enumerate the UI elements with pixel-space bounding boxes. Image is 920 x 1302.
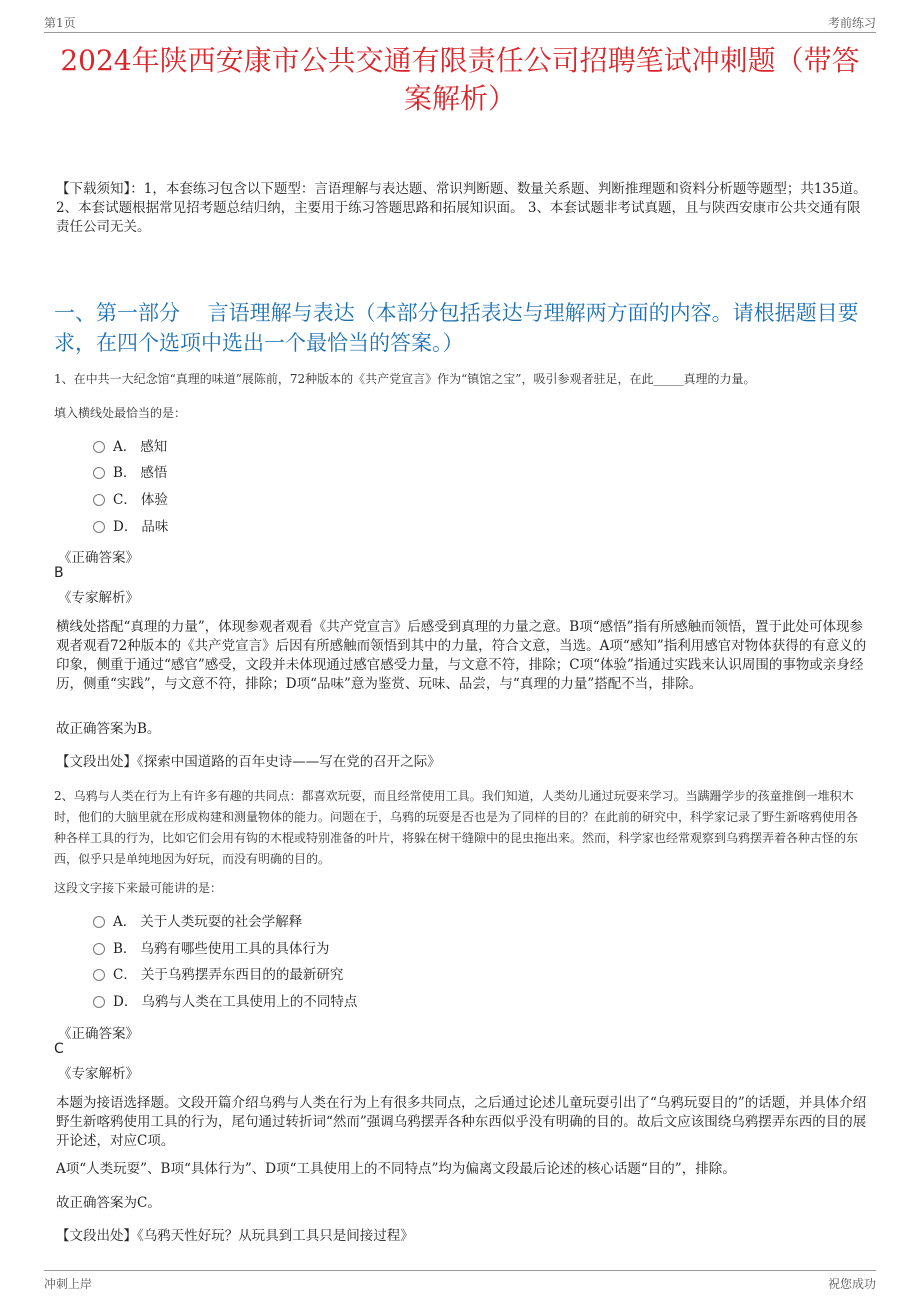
radio-icon[interactable] xyxy=(93,969,105,981)
q2-conclusion: 故正确答案为C。 xyxy=(56,1195,161,1211)
q2-option-c[interactable]: C． 关于乌鸦摆弄东西目的的最新研究 xyxy=(93,965,343,985)
page-footer xyxy=(44,1270,876,1293)
header-label: 考前练习 xyxy=(827,16,876,30)
q1-option-a[interactable]: A． 感知 xyxy=(93,437,167,457)
document-title: 2024年陕西安康市公共交通有限责任公司招聘笔试冲刺题（带答案解析） xyxy=(60,44,860,115)
q2-answer-label: 《正确答案》 xyxy=(58,1026,139,1042)
q1-analysis: 横线处搭配“真理的力量”，体现参观者观看《共产党宣言》后感受到真理的力量之意。B项“感悟”指有所感触而领悟，置于此处可体现参观者观看72种版本的《共产党宣言》后因有所感触而领悟到其中的力量，符合文意，当选。A项“感知”指利用感官对物体获得的有意义的印象，侧重于通过“感官”感受，文段并未体现通过感官感受力量，与文意不符，排除；C项“体验”指通过实践来认识周围的事物或亲身经历，侧重“实践”，与文意不符，排除；D项“品味”意为鉴赏、玩味、品尝，与“真理的力量”搭配不当，排除。 xyxy=(56,619,867,692)
question-2-prompt: 这段文字接下来最可能讲的是： xyxy=(54,881,223,895)
question-1-prompt: 填入横线处最恰当的是： xyxy=(54,406,187,420)
question-1-text: 1、在中共一大纪念馆“真理的味道”展陈前，72种版本的《共产党宣言》作为“镇馆之宝”，吸引参观者驻足，在此_____真理的力量。 xyxy=(54,372,756,386)
q2-answer-value: C xyxy=(54,1041,64,1057)
q2-source: 【文段出处】《乌鸦天性好玩？从玩具到工具只是间接过程》 xyxy=(56,1228,414,1244)
download-notice: 【下载须知】：1，本套练习包含以下题型：言语理解与表达题、常识判断题、数量关系题、判断推理题和资料分析题等题型；共135道。 2、本套试题根据常见招考题总结归纳，主要用于练习答题思路和拓展知识面。 3、本套试题非考试真题，且与陕西安康市公共交通有限责任公司无关。 xyxy=(56,181,867,235)
radio-icon[interactable] xyxy=(93,943,105,955)
q2-analysis-1: 本题为接语选择题。文段开篇介绍乌鸦与人类在行为上有很多共同点，之后通过论述儿童玩耍引出了“乌鸦玩耍目的”的话题，并具体介绍野生新喀鸦使用工具的行为，尾句通过转折词“然而”强调乌鸦摆弄各种东西似乎没有明确的目的。故后文应该围绕乌鸦摆弄东西的目的展开论述，对应C项。 xyxy=(56,1095,867,1149)
q1-option-b[interactable]: B． 感悟 xyxy=(93,463,167,483)
q2-option-d[interactable]: D． 乌鸦与人类在工具使用上的不同特点 xyxy=(93,992,357,1012)
q1-source: 【文段出处】《探索中国道路的百年史诗——写在党的召开之际》 xyxy=(56,754,441,770)
q2-analysis-label: 《专家解析》 xyxy=(58,1066,139,1082)
q2-option-a[interactable]: A． 关于人类玩耍的社会学解释 xyxy=(93,912,302,932)
radio-icon[interactable] xyxy=(93,467,105,479)
radio-icon[interactable] xyxy=(93,916,105,928)
page-number: 第1页 xyxy=(44,16,76,30)
q1-analysis-label: 《专家解析》 xyxy=(58,590,139,606)
footer-left: 冲刺上岸 xyxy=(44,1277,93,1291)
q1-option-c[interactable]: C． 体验 xyxy=(93,490,168,510)
q1-conclusion: 故正确答案为B。 xyxy=(56,721,161,737)
radio-icon[interactable] xyxy=(93,521,105,533)
q1-option-d[interactable]: D． 品味 xyxy=(93,517,168,537)
q2-analysis-2: A项“人类玩耍”、B项“具体行为”、D项“工具使用上的不同特点”均为偏离文段最后论述的核心话题“目的”，排除。 xyxy=(56,1161,736,1177)
section-heading: 一、第一部分 言语理解与表达（本部分包括表达与理解两方面的内容。请根据题目要求，在四个选项中选出一个最恰当的答案。） xyxy=(54,301,859,355)
q1-answer-label: 《正确答案》 xyxy=(58,550,139,566)
radio-icon[interactable] xyxy=(93,996,105,1008)
q2-option-b[interactable]: B． 乌鸦有哪些使用工具的具体行为 xyxy=(93,939,329,959)
page-header xyxy=(44,12,876,33)
question-2-text: 2、乌鸦与人类在行为上有许多有趣的共同点：都喜欢玩耍，而且经常使用工具。我们知道，人类幼儿通过玩耍来学习。当蹒跚学步的孩童推倒一堆积木时，他们的大脑里就在形成构建和测量物体的能力。问题在于，乌鸦的玩耍是否也是为了同样的目的？在此前的研究中，科学家记录了野生新喀鸦使用各种各样工具的行为，比如它们会用有钩的木棍或特别准备的叶片，将躲在树干缝隙中的昆虫拖出来。然而，科学家也经常观察到乌鸦摆弄着各种古怪的东西，似乎只是单纯地因为好玩，而没有明确的目的。 xyxy=(54,789,859,866)
q1-answer-value: B xyxy=(54,565,64,581)
radio-icon[interactable] xyxy=(93,441,105,453)
footer-right: 祝您成功 xyxy=(827,1277,876,1291)
radio-icon[interactable] xyxy=(93,494,105,506)
